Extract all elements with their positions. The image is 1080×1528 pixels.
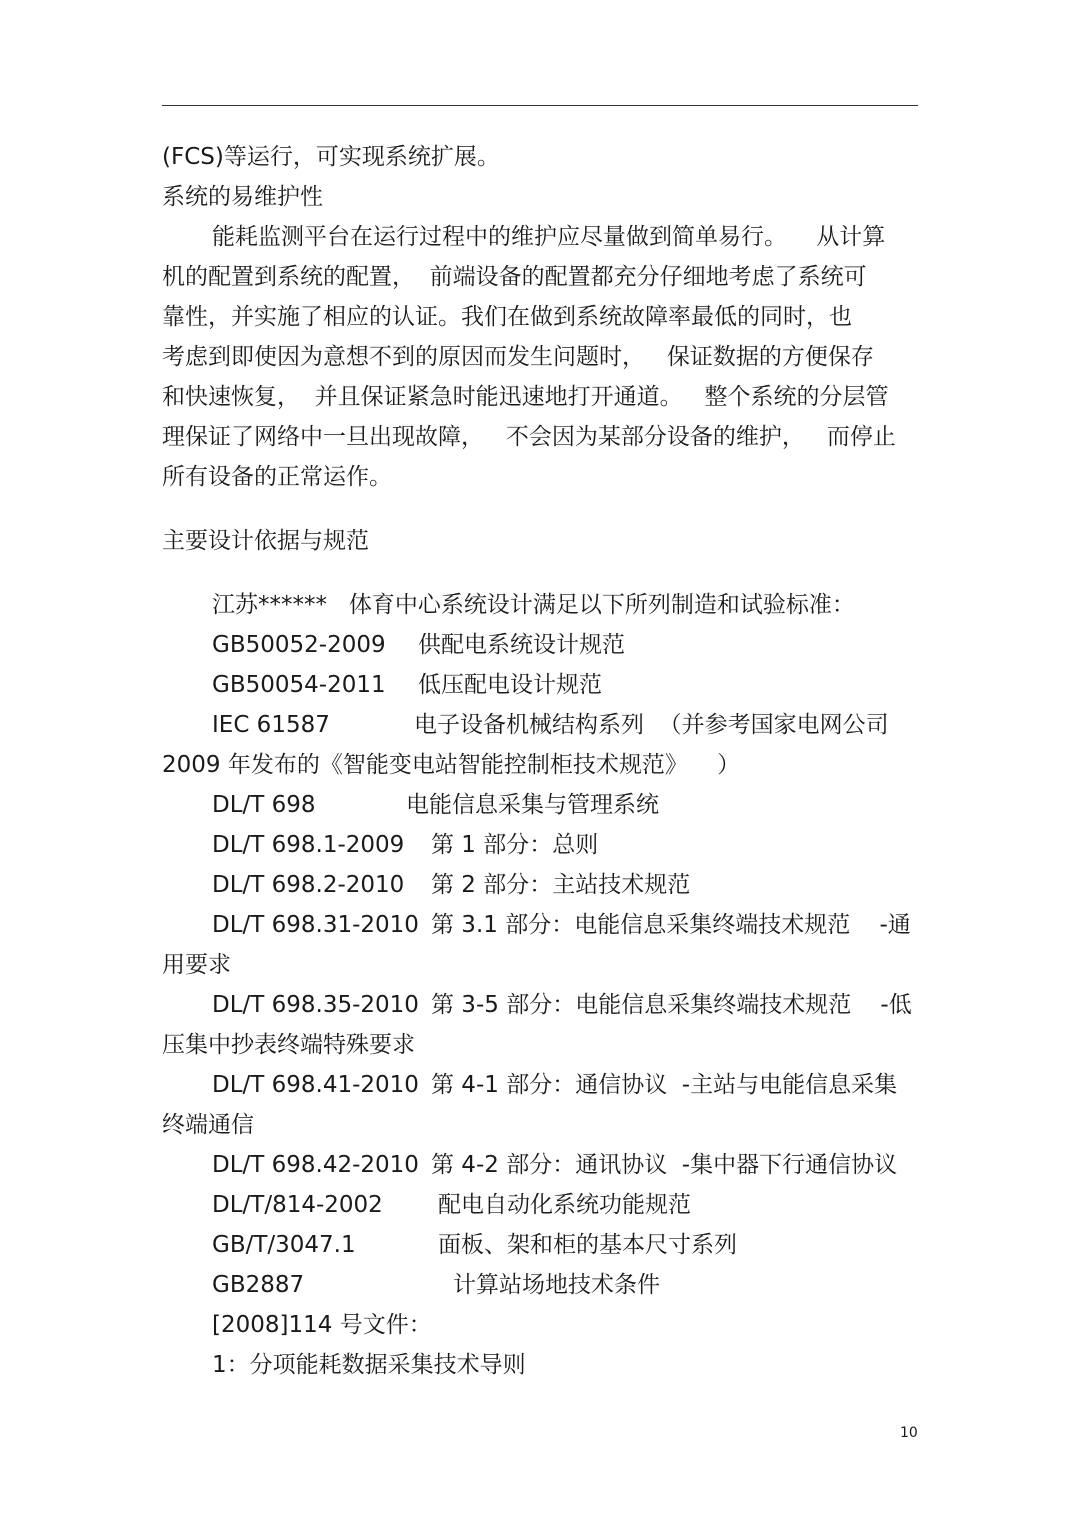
- body-line-1: 能耗监测平台在运行过程中的维护应尽量做到简单易行。 从计算: [212, 224, 886, 250]
- standard-desc: 电子设备机械结构系列 （并参考国家电网公司: [414, 712, 889, 738]
- standard-desc: 第 2 部分：主站技术规范: [431, 872, 691, 898]
- body-line-2: 机的配置到系统的配置， 前端设备的配置都充分仔细地考虑了系统可: [162, 264, 867, 290]
- body-line-5: 和快速恢复， 并且保证紧急时能迅速地打开通道。 整个系统的分层管: [162, 384, 889, 410]
- standard-desc: 第 4-2 部分：通讯协议 -集中器下行通信协议: [431, 1152, 898, 1178]
- standard-code: DL/T 698.41-2010: [212, 1072, 419, 1098]
- list-item: 1：分项能耗数据采集技术导则: [212, 1352, 526, 1378]
- standard-code: DL/T 698.31-2010: [212, 912, 419, 938]
- body-line-3: 靠性，并实施了相应的认证。我们在做到系统故障率最低的同时，也: [162, 304, 852, 330]
- standard-desc: 供配电系统设计规范: [418, 632, 625, 658]
- standard-code: DL/T/814-2002: [212, 1192, 383, 1218]
- standard-desc: 电能信息采集与管理系统: [406, 792, 659, 818]
- standard-desc: 第 4-1 部分：通信协议 -主站与电能信息采集: [431, 1072, 898, 1098]
- standard-code: GB2887: [212, 1272, 305, 1298]
- body-line-4: 考虑到即使因为意想不到的原因而发生问题时， 保证数据的方便保存: [162, 344, 874, 370]
- standard-code: DL/T 698.35-2010: [212, 992, 419, 1018]
- standard-desc: 计算站场地技术条件: [453, 1272, 660, 1298]
- header-rule: [162, 105, 918, 106]
- standard-continuation: 终端通信: [162, 1112, 254, 1138]
- paragraph-fcs: (FCS)等运行，可实现系统扩展。: [162, 144, 500, 170]
- standard-continuation: 用要求: [162, 952, 231, 978]
- standard-code: DL/T 698.2-2010: [212, 872, 405, 898]
- standard-continuation: 2009 年发布的《智能变电站智能控制柜技术规范》 ）: [162, 752, 741, 778]
- standard-desc: 低压配电设计规范: [418, 672, 602, 698]
- standard-continuation: 压集中抄表终端特殊要求: [162, 1032, 415, 1058]
- standard-desc: 第 3-5 部分：电能信息采集终端技术规范 -低: [431, 992, 912, 1018]
- document-reference: [2008]114 号文件：: [212, 1312, 432, 1338]
- standard-desc: 第 3.1 部分：电能信息采集终端技术规范 -通: [431, 912, 911, 938]
- body-line-7: 所有设备的正常运作。: [162, 464, 392, 490]
- standard-code: DL/T 698: [212, 792, 316, 818]
- standard-code: GB50054-2011: [212, 672, 386, 698]
- standard-desc: 面板、架和柜的基本尺寸系列: [438, 1232, 737, 1258]
- section-heading: 主要设计依据与规范: [162, 528, 369, 554]
- standard-desc: 配电自动化系统功能规范: [438, 1192, 691, 1218]
- standards-intro: 江苏****** 体育中心系统设计满足以下所列制造和试验标准：: [212, 592, 855, 618]
- section-title-maintainability: 系统的易维护性: [162, 184, 323, 210]
- standard-code: DL/T 698.42-2010: [212, 1152, 419, 1178]
- standard-code: DL/T 698.1-2009: [212, 832, 405, 858]
- page-number: 10: [900, 1425, 918, 1441]
- body-line-6: 理保证了网络中一旦出现故障， 不会因为某部分设备的维护， 而停止: [162, 424, 896, 450]
- standard-desc: 第 1 部分：总则: [431, 832, 599, 858]
- standard-code: GB/T/3047.1: [212, 1232, 356, 1258]
- standard-code: GB50052-2009: [212, 632, 386, 658]
- standard-code: IEC 61587: [212, 712, 330, 738]
